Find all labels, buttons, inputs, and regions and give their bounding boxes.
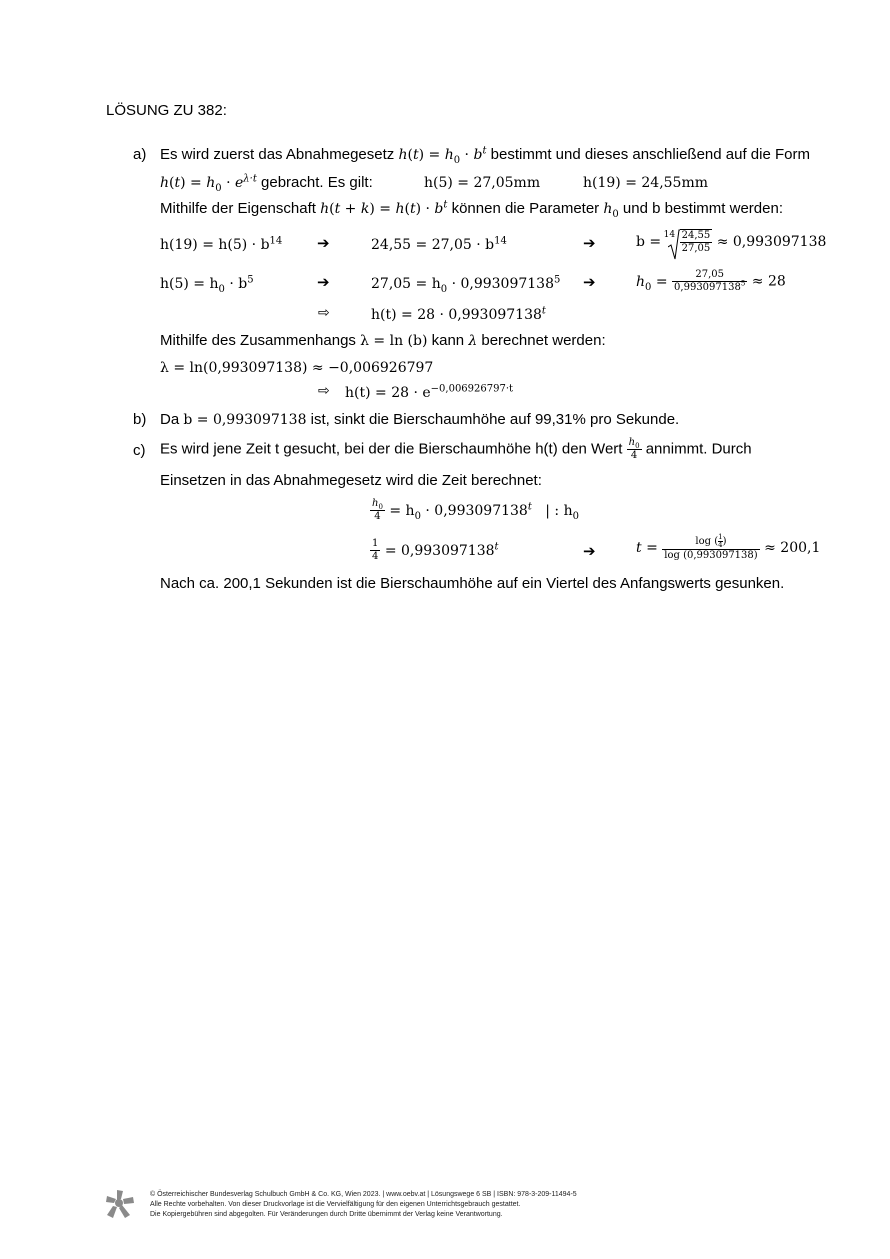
a-line1: [160, 145, 810, 165]
root-sign: [663, 229, 713, 255]
a-eq1-right: [636, 229, 826, 255]
a-line1-post: bestimmt und dieses anschließend auf die Form: [490, 146, 810, 163]
a-eq3-exp: t: [541, 305, 546, 317]
a-h5-value: h(5) = 27,05mm: [424, 175, 541, 191]
a-eq1-b-equals: b =: [636, 234, 662, 250]
a-eq4-text: h(t) = 28 · e: [345, 385, 431, 401]
a-eq3-text: h(t) = 28 · 0,993097138: [371, 307, 542, 323]
c-line1-frac: $\frac{h_0}{4}$: [628, 437, 640, 461]
c-eq2-post: = 0,993097138: [384, 542, 495, 559]
a-line3-pre: Mithilfe der Eigenschaft: [160, 200, 316, 217]
a-eq2-frac-num: 27,05: [695, 269, 724, 280]
b-math: b = 0,993097138: [183, 412, 307, 428]
c-eq1: $\frac{h_0}{4}$ = $h_0 \cdot 0,993097138^t$ | : $h_0$: [372, 498, 579, 522]
root-frac-den: 27,05: [681, 243, 711, 254]
b-post: ist, sinkt die Bierschaumhöhe auf 99,31% pro Sekunde.: [310, 411, 680, 428]
c-eq2-log-close: ): [722, 536, 727, 547]
a-eq2-frac-den-text: 0,993097138: [674, 282, 741, 293]
c-eq2-right: [636, 534, 820, 562]
label-b: b): [133, 411, 147, 428]
a-eq4-exp: −0,006926797·t: [430, 383, 514, 395]
c-eq2-result: ≈ 200,1: [764, 540, 821, 556]
a-eq1-mid-text: 24,55 = 27,05 · b: [371, 237, 495, 253]
c-eq2-log-den: log (0,993097138): [664, 550, 758, 561]
a-eq1-left-text: h(19) = h(5) · b: [160, 237, 270, 253]
arrow-icon: ➔: [317, 273, 330, 291]
radical-icon: [668, 229, 680, 261]
b-pre: Da: [160, 411, 180, 428]
c-eq1-mid: · 0,993097138: [425, 502, 528, 519]
footer-line1: © Österreichischer Bundesverlag Schulbuch GmbH & Co. KG, Wien 2023. | www.oebv.at | Lösungswege 6 SB | ISBN: 978-3-209-11494-5: [150, 1191, 577, 1198]
label-c: c): [133, 442, 146, 459]
a-eq2-left-post: · b: [229, 276, 248, 292]
root-index: 14: [663, 230, 676, 240]
arrow-icon: ➔: [583, 234, 596, 252]
a-eq2-left-text: h(5) = h: [160, 276, 219, 292]
c-eq2-frac: [370, 538, 380, 563]
a-eq2-frac-den: [672, 281, 747, 294]
a-eq2-mid: $27,05 = h_0 \cdot 0,993097138^5$: [371, 274, 561, 295]
a-eq2-right: $h_0$ = $\frac{27,05}{0,993097138^5}$ ≈ 28: [636, 269, 786, 293]
a-line4: [160, 331, 606, 351]
a-lambda-eq: λ = ln(0,993097138) ≈ −0,006926797: [160, 360, 434, 376]
c-eq1-frac-den: 4: [370, 510, 385, 523]
c-conclusion: Nach ca. 200,1 Sekunden ist die Bierschaumhöhe auf ein Viertel des Anfangswerts gesunken.: [160, 575, 785, 592]
page-heading: LÖSUNG ZU 382:: [106, 102, 227, 119]
a-eq1-mid-exp: 14: [494, 235, 507, 247]
b-line: [160, 410, 679, 430]
arrow-icon: ➔: [317, 234, 330, 252]
c-line1-pre: Es wird jene Zeit t gesucht, bei der die Bierschaumhöhe h(t) den Wert: [160, 440, 623, 458]
a-line4-post: berechnet werden:: [481, 332, 606, 349]
a-eq2-mid-text: 27,05 = h: [371, 276, 441, 292]
publisher-logo-icon: [104, 1188, 136, 1220]
hollow-arrow-icon: ⇨: [318, 305, 330, 321]
root-frac: [680, 229, 713, 255]
c-eq2-inner-num: 1: [718, 533, 723, 541]
a-line3-end: und b bestimmt werden:: [622, 200, 783, 217]
c-line2: Einsetzen in das Abnahmegesetz wird die Zeit berechnet:: [160, 472, 542, 489]
a-line4-lambda: λ: [468, 333, 478, 349]
a-line4-mid: kann: [431, 332, 465, 349]
c-eq2-inner-den: 4: [718, 541, 723, 549]
arrow-icon: ➔: [583, 273, 596, 291]
a-line3: [160, 199, 783, 219]
a-line2-post: gebracht. Es gilt:: [261, 174, 373, 191]
c-line1-frac-den: 4: [627, 449, 642, 462]
a-line4-math: λ = ln (b): [360, 333, 428, 349]
c-eq2-frac-den: 4: [372, 551, 379, 562]
c-eq1-op: | : h: [545, 502, 573, 519]
a-eq2-h: h: [636, 273, 646, 290]
c-line1-frac-num: h: [628, 437, 636, 448]
a-line4-pre: Mithilfe des Zusammenhangs: [160, 332, 356, 349]
a-h0-symbol: $h_0$: [603, 201, 619, 220]
a-eq1-result: ≈ 0,993097138: [716, 234, 827, 250]
a-eq1-mid: [371, 235, 507, 255]
arrow-icon: ➔: [583, 542, 596, 560]
c-eq1-post: = h: [389, 502, 415, 519]
a-eq2-mid-post: · 0,993097138: [451, 276, 554, 292]
a-eq1-left: [160, 235, 282, 255]
c-eq1-exp: t: [527, 500, 532, 512]
c-eq2-t: t =: [636, 540, 658, 556]
hollow-arrow-icon: ⇨: [318, 383, 330, 399]
a-eq2-result: ≈ 28: [751, 273, 786, 290]
c-eq2-frac-log: [662, 534, 759, 562]
a-eq2-frac: [672, 269, 747, 294]
c-line1-post: annimmt. Durch: [645, 440, 752, 458]
c-eq2-frac-num: 1: [372, 538, 379, 549]
a-line2: [160, 173, 373, 193]
root-frac-num: 24,55: [681, 230, 711, 241]
a-exp-form: $h(t) = h_0 \cdot e^{\lambda\cdot t}$: [160, 173, 257, 194]
c-eq2-exp: t: [494, 540, 499, 552]
c-line1: [160, 437, 752, 462]
a-property-formula: $h(t + k) = h(t) \cdot b^t$: [320, 199, 448, 217]
label-a: a): [133, 146, 147, 163]
c-eq2-log-num: log (: [695, 536, 719, 547]
a-law-formula: $h(t) = h_0 \cdot b^t$: [398, 145, 487, 166]
c-eq2-left: [370, 538, 499, 563]
a-eq4: [345, 383, 513, 403]
a-line1-pre: Es wird zuerst das Abnahmegesetz: [160, 146, 395, 163]
a-eq2-left: $h(5) = h_0 \cdot b^5$: [160, 274, 254, 295]
c-eq1-frac: $\frac{h_0}{4}$: [372, 498, 383, 522]
footer-line2: Alle Rechte vorbehalten. Von dieser Druckvorlage ist die Vervielfältigung für den eigenen Unterrichtsgebrauch gestattet.: [150, 1201, 521, 1208]
a-eq2-frac-den-exp: 5: [740, 279, 746, 288]
a-eq2-left-exp: 5: [247, 274, 254, 286]
a-line3-post: können die Parameter: [451, 200, 600, 217]
a-h19-value: h(19) = 24,55mm: [583, 175, 709, 191]
a-eq2-mid-exp: 5: [554, 274, 561, 286]
footer-line3: Die Kopiergebühren sind abgegolten. Für Veränderungen durch Dritte übernimmt der Verlag keine Verantwortung.: [150, 1211, 503, 1218]
a-eq3: [371, 305, 546, 325]
a-eq1-left-exp: 14: [269, 235, 283, 247]
